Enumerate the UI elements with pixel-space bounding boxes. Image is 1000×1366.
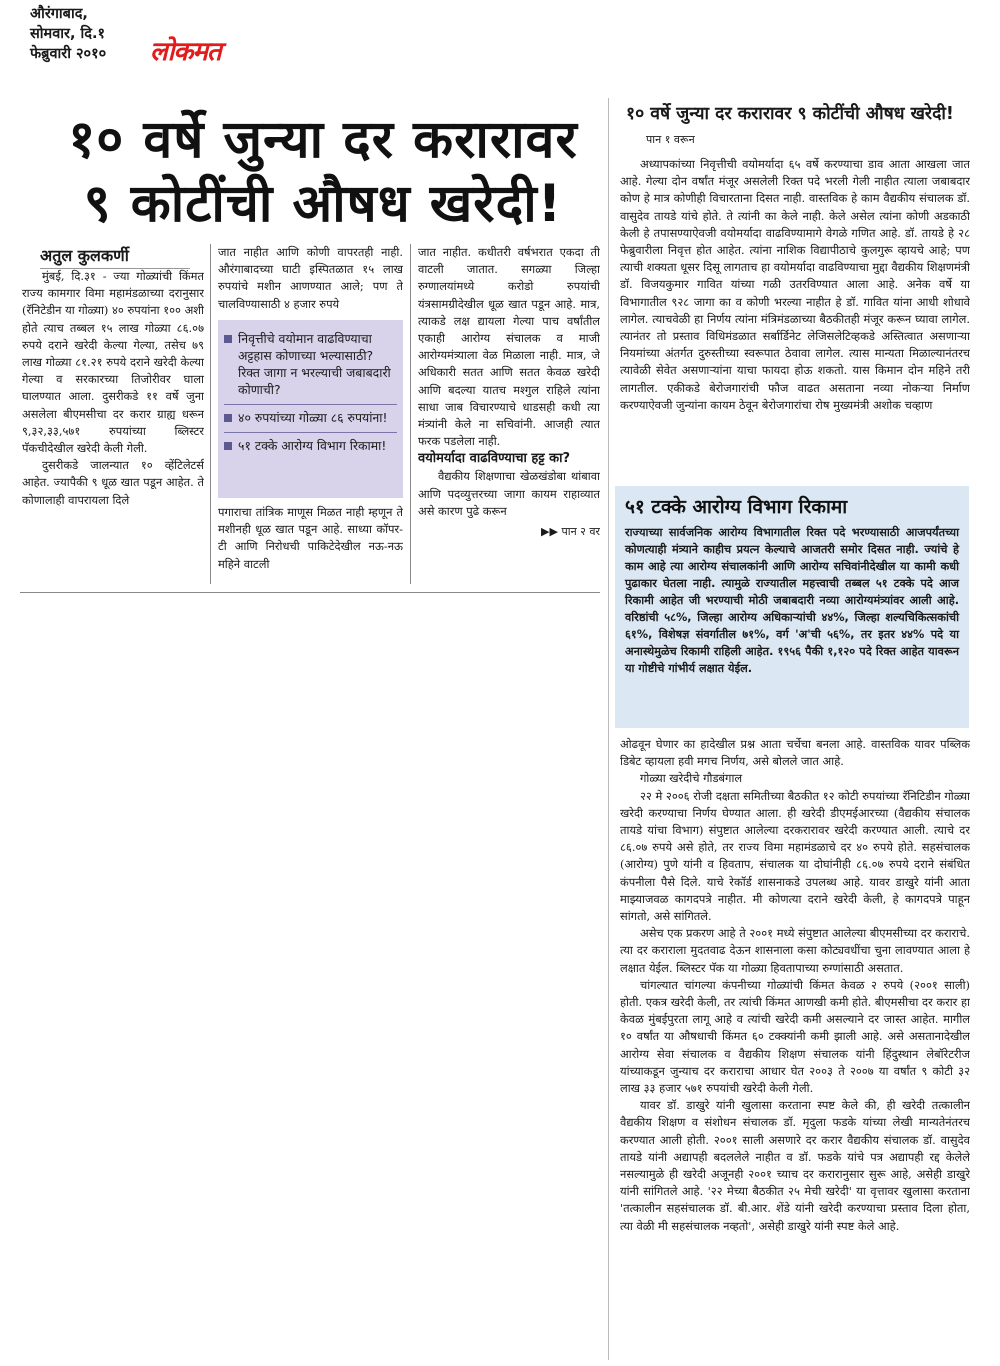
highlight-text: निवृत्तीचे वयोमान वाढविण्याचा अट्टहास कोणाच्या भल्यासाठी? रिक्त जागा न भरल्याची जबाबदारी कोणाची? — [238, 331, 391, 397]
square-bullet-icon — [224, 442, 232, 450]
square-bullet-icon — [224, 414, 232, 422]
column-divider — [410, 244, 411, 584]
square-bullet-icon — [224, 335, 232, 343]
continued-headline-text: १० वर्षे जुन्या दर करारावर ९ कोटींची औषध खरेदी! — [626, 104, 954, 124]
continued-label: पान २ वर — [561, 525, 600, 539]
column-2-top-paragraph: जात नाहीत आणि कोणी वापरतही नाही. औरंगाबादच्या घाटी इस्पितळात १५ लाख रुपयांचे मशीन आणण्यात आले; पण ते चालविण्यासाठी ४ हजार रुपये — [218, 245, 403, 311]
article-column-2-bottom — [218, 504, 403, 588]
column-3-paragraph: जात नाहीत. कधीतरी वर्षभरात एकदा ती वाटली जातात. सगळ्या जिल्हा रुग्णालयांमध्ये करोडो रुपयांची यंत्रसामग्रीदेखील धूळ खात पडून आहे. मात्र, त्याकडे लक्ष द्यायला गेल्या पाच वर्षांतील एकाही आरोग्य संचालक व माजी आरोग्यमंत्र्याला वेळ मिळाला नाही. मात्र, जे अधिकारी सतत आणि सतत केवळ खरेदी आणि बदल्या यातच मश्गुल राहिले त्यांना साधा जाब विचारण्याचे धाडसही कधी त्या मंत्र्यांनी केले ना सचिवांनी. आजही त्यात फरक पडलेला नाही. — [418, 245, 600, 449]
main-headline — [28, 108, 618, 236]
dateline-date: फेब्रुवारी २०१० — [30, 46, 107, 62]
info-box-text: राज्याच्या सार्वजनिक आरोग्य विभागातील रिक्त पदे भरण्यासाठी आजपर्यंतच्या कोणत्याही मंत्र्याने काहीच प्रयत्न केल्याचे आजतरी समोर दिसत नाही. ज्यांचे हे काम आहे त्या आरोग्य संचालकांनी आणि आरोग्य सचिवांनीदेखील या कामी कधी पुढाकार घेतला नाही. त्यामुळे राज्यातील महत्त्वाची तब्बल ५१ टक्के पदे आज रिकामी आहेत जी भरण्याची मोठी जबाबदारी नव्या आरोग्यमंत्र्यांवर आली आहे. वरिष्ठांची ५८%, जिल्हा आरोग्य अधिकाऱ्यांची ४४%, जिल्हा शल्यचिकित्सकांची ६१%, विशेषज्ञ संवर्गातील ७१%, वर्ग 'अ'ची ५६%, तर इतर ४४% पदे या अनास्थेमुळेच रिकामी राहिली आहेत. १९५६ पैकी १,१२० पदे रिक्त आहेत यावरून या गोष्टीचे गांभीर्य लक्षात येईल. — [625, 526, 959, 675]
headline-line-2: ९ कोटींची औषध खरेदी! — [83, 174, 563, 234]
byline: अतुल कुलकर्णी — [40, 244, 190, 269]
right-column-bottom — [620, 736, 970, 1362]
from-page-note: पान १ वरून — [646, 133, 695, 146]
continued-headline — [626, 102, 971, 152]
dateline-city: औरंगाबाद, — [30, 6, 88, 22]
highlight-text: ४० रुपयांच्या गोळ्या ८६ रुपयांना! — [238, 410, 388, 425]
right-column-top — [620, 156, 970, 482]
double-arrow-icon: ▶▶ — [541, 525, 562, 539]
column-divider — [210, 244, 211, 584]
highlight-item — [224, 326, 397, 405]
column-1-paragraph: मुंबई, दि.३१ - ज्या गोळ्यांची किंमत राज्य कामगार विमा महामंडळाच्या दरानुसार (रॅनिटेडीन या गोळ्या) ४० रुपयांना १०० अशी होते त्याच तब्बल १५ लाख गोळ्या ८६.०७ रुपये दराने खरेदी केल्या गेल्या, तसेच ७९ लाख गोळ्या ८१.२१ रुपये दराने खरेदी केल्या गेल्या व सरकारच्या तिजोरीवर घाला घालण्यात आला. दुसरीकडे ११ वर्षे जुना असलेला बीएमसीचा दर करार ग्राह्य धरून ९,३२,३३,५७१ रुपयांच्या ब्लिस्टर पॅकचीदेखील खरेदी केली गेली. — [22, 269, 204, 456]
article-column-3 — [418, 244, 600, 590]
right-paragraph-4: असेच एक प्रकरण आहे ते २००१ मध्ये संपुष्टात आलेल्या बीएमसीच्या दर कराराचे. त्या दर कराराला मुदतवाढ देऊन शासनाला कसा कोट्यवधींचा चुना लावण्यात आला हे लक्षात येईल. ब्लिस्टर पॅक या गोळ्या हिवतापाच्या रुग्णांसाठी असतात. — [620, 926, 970, 975]
right-paragraph-6: यावर डॉ. डाखुरे यांनी खुलासा करताना स्पष्ट केले की, ही खरेदी तत्कालीन वैद्यकीय शिक्षण व संशोधन संचालक डॉ. मृदुला फडके यांच्या लेखी मान्यतेनंतरच करण्यात आली होती. २००१ साली असणारे दर करार वैद्यकीय संचालक डॉ. वासुदेव तायडे यांनी अद्यापही बदललेले नाहीत व डॉ. फडके यांचे पत्र अद्यापही रद्द केलेले नसल्यामुळे ही खरेदी अजूनही २००१ च्याच दर करारानुसार सुरू आहे, असेही डाखुरे यांनी सांगितले आहे. '२२ मेच्या बैठकीत २५ मेची खरेदी' या वृत्तावर खुलासा करताना 'तत्कालीन सहसंचालक डॉ. बी.आर. शेंडे यांनी खरेदी करण्याचा प्रस्ताव दिला होता, त्या वेळी मी सहसंचालक नव्हतो', असेही डाखुरे यांनी स्पष्ट केले आहे. — [620, 1098, 970, 1233]
highlights-box — [218, 320, 403, 498]
right-subheading: गोळ्या खरेदीचे गौडबंगाल — [640, 771, 743, 786]
dateline-day: सोमवार, दि.१ — [30, 26, 106, 42]
newspaper-logo: लोकमत — [150, 37, 221, 67]
highlight-item — [224, 405, 397, 433]
column-1-paragraph-2: दुसरीकडे जालन्यात १० व्हेंटिलेटर्स आहेत. ज्यापैकी ९ धूळ खात पडून आहेत. ते कोणालाही वापरायला दिले — [22, 458, 204, 507]
highlight-text: ५१ टक्के आरोग्य विभाग रिकामा! — [238, 438, 387, 453]
column-3-subheading: वयोमर्यादा वाढविण्याचा हट्ट का? — [418, 451, 571, 467]
section-divider — [20, 592, 600, 593]
right-paragraph-2: ओढवून घेणार का हादेखील प्रश्न आता चर्चेचा बनला आहे. वास्तविक यावर पब्लिक डिबेट व्हायला हवी मगच निर्णय, असे बोलले जात आहे. — [620, 737, 970, 769]
right-paragraph-5: चांगल्यात चांगल्या कंपनीच्या गोळ्यांची किंमत केवळ २ रुपये (२००१ साली) होती. एकत्र खरेदी केली, तर त्यांची किंमत आणखी कमी होते. बीएमसीचा दर करार हा केवळ मुंबईपुरता लागू आहे व त्यांची खरेदी कमी असल्याने दर जास्त आहेत. मागील १० वर्षांत या औषधाची किंमत ६० टक्क्यांनी कमी झाली आहे. असे असतानादेखील आरोग्य सेवा संचालक व वैद्यकीय शिक्षण संचालक यांनी हिंदुस्थान लेबॉरेटरीज यांच्याकडून जुन्याच दर कराराचा आधार घेत २००३ ते २००७ या वर्षांत ९ कोटी ३२ लाख ३३ हजार ५७१ रुपयांची खरेदी केली गेली. — [620, 977, 970, 1096]
info-box — [615, 486, 969, 728]
column-3-paragraph-2: वैद्यकीय शिक्षणाचा खेळखंडोबा थांबावा आणि पदव्युत्तरच्या जागा कायम राहाव्यात असे कारण पुढे करून — [418, 469, 600, 518]
column-2-bottom-paragraph: पगाराचा तांत्रिक माणूस मिळत नाही म्हणून ते मशीनही धूळ खात पडून आहे. साध्या कॉपर-टी आणि निरोधची पाकिटेदेखील नऊ-नऊ महिने वाटली — [218, 505, 403, 571]
article-column-2-top — [218, 244, 403, 318]
headline-line-1: १० वर्षे जुन्या दर करारावर — [68, 110, 578, 170]
highlight-item — [224, 433, 397, 460]
column-divider — [608, 98, 609, 1360]
dateline — [30, 4, 150, 64]
article-column-1 — [22, 268, 204, 588]
continued-note — [418, 524, 600, 539]
info-box-title: ५१ टक्के आरोग्य विभाग रिकामा — [625, 496, 848, 518]
right-paragraph-3: २२ मे २००६ रोजी दक्षता समितीच्या बैठकीत १२ कोटी रुपयांच्या रॅनिटिडीन गोळ्या खरेदी करण्याचा निर्णय घेण्यात आला. ही खरेदी डीएमईआरच्या (वैद्यकीय संचालक तायडे यांचा विभाग) संपुष्टात आलेल्या दरकरारावर खरेदी करण्यात आली. त्याचे दर ८६.०७ रुपये असे होते, तर राज्य विमा महामंडळाचे दर ४० रुपये होते. सहसंचालक (आरोग्य) पुणे यांनी व हिवताप, संचालक या दोघांनीही ८६.०७ रुपये दराने संबंधित कंपनीला पैसे दिले. याचे रेकॉर्ड शासनाकडे उपलब्ध आहे. यावर डाखुरे यांनी आता माझ्याजवळ कागदपत्रे नाहीत. मी कोणत्या दराने खरेदी केली, हे कागदपत्रे पाहून सांगतो, असे सांगितले. — [620, 788, 970, 924]
right-paragraph-1: अध्यापकांच्या निवृत्तीची वयोमर्यादा ६५ वर्षे करण्याचा डाव आता आखला जात आहे. गेल्या दोन वर्षांत मंजूर असलेली रिक्त पदे भरली गेली नाहीत त्याला जबाबदार कोण हे मात्र कोणीही विचारताना दिसत नाही. वास्तविक हे काम वैद्यकीय संचालक डॉ. वासुदेव तायडे यांचे होते. ते त्यांनी का केले नाही. केले असेल त्यांना कोणी अडकाठी केली हे तपासण्याऐवजी वयोमर्यादा वाढविण्यामागे वेगळे गणित आहे. डॉ. तायडे हे २८ फेब्रुवारीला निवृत्त होत आहेत. त्यांना नाशिक विद्यापीठाचे कुलगुरू व्हायचे आहे; पण त्याची शक्यता धूसर दिसू लागताच हा वयोमर्यादा वाढविण्याचा मुद्दा वैद्यकीय शिक्षणमंत्री डॉ. विजयकुमार गावित यांच्या गळी उतरविण्यात आला आहे. अनेक वर्षे या विभागातील ९२८ जागा का व कोणी भरल्या नाहीत हे डॉ. गावित यांना आधी शोधावे लागेल. त्याचवेळी हा निर्णय त्यांना मंत्रिमंडळाच्या बैठकीतही मंजूर करून घ्यावा लागेल. त्यानंतर तो प्रस्ताव विधिमंडळात सर्बार्डिनेट लेजिसलेटिव्हकडे अस्तित्वात असणाऱ्या नियमांच्या अंतर्गत दुरुस्तीच्या स्वरूपात ठेवावा लागेल. त्यास मान्यता मिळाल्यानंतरच त्यावेळी सेवेत असणाऱ्यांना याचा फायदा होऊ शकतो. यास किमान दोन महिने तरी लागतील. एकीकडे बेरोजगारांची फौज वाढत असताना नव्या नोकऱ्या निर्माण करण्याऐवजी जुन्यांना कायम ठेवून बेरोजगारांचा रोष मुख्यमंत्री अशोक चव्हाण — [620, 157, 970, 412]
